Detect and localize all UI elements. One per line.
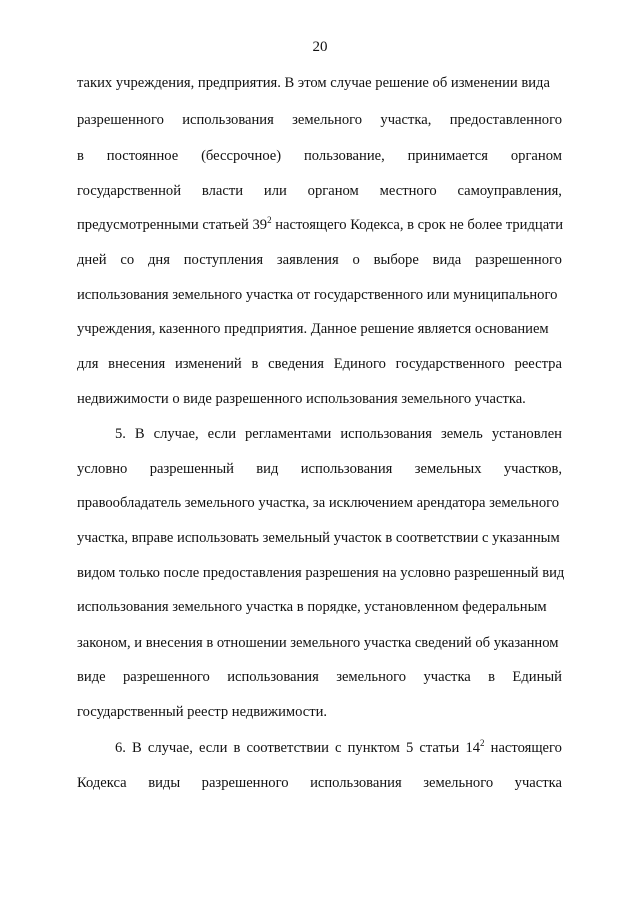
word: изменений bbox=[174, 356, 242, 372]
word: внесения bbox=[108, 356, 166, 372]
word: земельного bbox=[292, 112, 363, 128]
word: соответствии bbox=[246, 740, 329, 756]
word: 5. bbox=[115, 426, 126, 442]
page-number: 20 bbox=[312, 39, 328, 55]
text-line: законом, и внесения в отношении земельного участка сведений об указанном bbox=[77, 635, 559, 651]
text-line bbox=[77, 110, 562, 130]
word: участка bbox=[514, 775, 562, 791]
text-line: правообладатель земельного участка, за исключением арендатора земельного bbox=[77, 495, 560, 511]
text-line: учреждения, казенного предприятия. Данное решение является основанием bbox=[77, 321, 549, 337]
word: Единого bbox=[333, 356, 386, 372]
word: случае, bbox=[147, 740, 193, 756]
word: постоянное bbox=[106, 148, 179, 164]
word: использования bbox=[340, 426, 432, 442]
word: использования bbox=[300, 461, 393, 477]
word: государственного bbox=[395, 356, 505, 372]
word: заявления bbox=[276, 252, 339, 268]
word: использования bbox=[310, 775, 402, 791]
text-segment: предусмотренными статьей 39 bbox=[77, 217, 268, 233]
word: с bbox=[335, 740, 342, 756]
word: разрешенного bbox=[475, 252, 562, 268]
text-line: таких учреждения, предприятия. В этом случае решение об изменении вида bbox=[77, 75, 550, 91]
word: участка, bbox=[380, 112, 432, 128]
text-line: использования земельного участка от государственного или муниципального bbox=[77, 287, 558, 303]
word: случае, bbox=[153, 426, 199, 442]
word: использования bbox=[227, 669, 319, 685]
word: Единый bbox=[512, 669, 562, 685]
word: виде bbox=[77, 669, 106, 685]
text-line: недвижимости о виде разрешенного использования земельного участка. bbox=[77, 391, 526, 407]
word: пользование, bbox=[304, 148, 385, 164]
text-line bbox=[77, 773, 562, 793]
word: для bbox=[77, 356, 99, 372]
word: участка bbox=[423, 669, 471, 685]
superscript: 2 bbox=[480, 738, 485, 748]
superscript: 2 bbox=[267, 215, 272, 225]
word: дня bbox=[147, 252, 170, 268]
text-segment: настоящего Кодекса, в срок не более тридцати bbox=[271, 217, 564, 233]
text-line bbox=[77, 146, 562, 166]
word: поступления bbox=[183, 252, 264, 268]
word: реестра bbox=[514, 356, 562, 372]
word: власти bbox=[201, 183, 244, 199]
word: условно bbox=[77, 461, 128, 477]
word: земельного bbox=[336, 669, 407, 685]
word: предоставленного bbox=[449, 112, 562, 128]
word: пунктом bbox=[347, 740, 400, 756]
word: разрешенного bbox=[122, 669, 210, 685]
word: органом bbox=[307, 183, 359, 199]
text-line bbox=[77, 667, 562, 687]
word: регламентами bbox=[244, 426, 332, 442]
word: со bbox=[120, 252, 135, 268]
word: 6. bbox=[115, 740, 126, 756]
word: в bbox=[77, 148, 84, 164]
word: местного bbox=[379, 183, 437, 199]
word: установлен bbox=[491, 426, 562, 442]
word: В bbox=[132, 740, 142, 756]
word: настоящего bbox=[490, 740, 562, 756]
word: если bbox=[207, 426, 237, 442]
text-line bbox=[77, 354, 562, 374]
word: вида bbox=[432, 252, 462, 268]
word: 5 bbox=[405, 740, 414, 756]
word: государственной bbox=[77, 183, 182, 199]
text-line bbox=[115, 738, 562, 758]
word: в bbox=[488, 669, 496, 685]
word: земель bbox=[440, 426, 483, 442]
word: (бессрочное) bbox=[201, 148, 282, 164]
word: $14^2$ bbox=[465, 738, 485, 756]
word: или bbox=[263, 183, 287, 199]
word: статьи bbox=[419, 740, 460, 756]
word: в bbox=[233, 740, 241, 756]
word: дней bbox=[77, 252, 107, 268]
word: земельных bbox=[414, 461, 482, 477]
word: в bbox=[251, 356, 259, 372]
word: вид bbox=[256, 461, 279, 477]
word: выборе bbox=[373, 252, 419, 268]
text-line: участка, вправе использовать земельный участок в соответствии с указанным bbox=[77, 530, 560, 546]
word: если bbox=[198, 740, 228, 756]
text-line: использования земельного участка в порядке, установленном федеральным bbox=[77, 599, 547, 615]
word: земельного bbox=[423, 775, 494, 791]
word: разрешенного bbox=[77, 112, 164, 128]
word: органом bbox=[510, 148, 562, 164]
text-line bbox=[77, 250, 562, 270]
text-line bbox=[77, 215, 562, 235]
text-line bbox=[77, 459, 562, 479]
word: В bbox=[134, 426, 145, 442]
word: разрешенного bbox=[201, 775, 289, 791]
word: виды bbox=[148, 775, 181, 791]
word: использования bbox=[182, 112, 274, 128]
word: участков, bbox=[503, 461, 562, 477]
word: Кодекса bbox=[77, 775, 127, 791]
word: принимается bbox=[407, 148, 488, 164]
text-line bbox=[77, 181, 562, 201]
word: самоуправления, bbox=[457, 183, 562, 199]
word: разрешенный bbox=[149, 461, 234, 477]
text-line: государственный реестр недвижимости. bbox=[77, 704, 328, 720]
text-line bbox=[115, 424, 562, 444]
text-line: видом только после предоставления разрешения на условно разрешенный вид bbox=[77, 565, 565, 581]
word: сведения bbox=[268, 356, 324, 372]
word: о bbox=[352, 252, 360, 268]
